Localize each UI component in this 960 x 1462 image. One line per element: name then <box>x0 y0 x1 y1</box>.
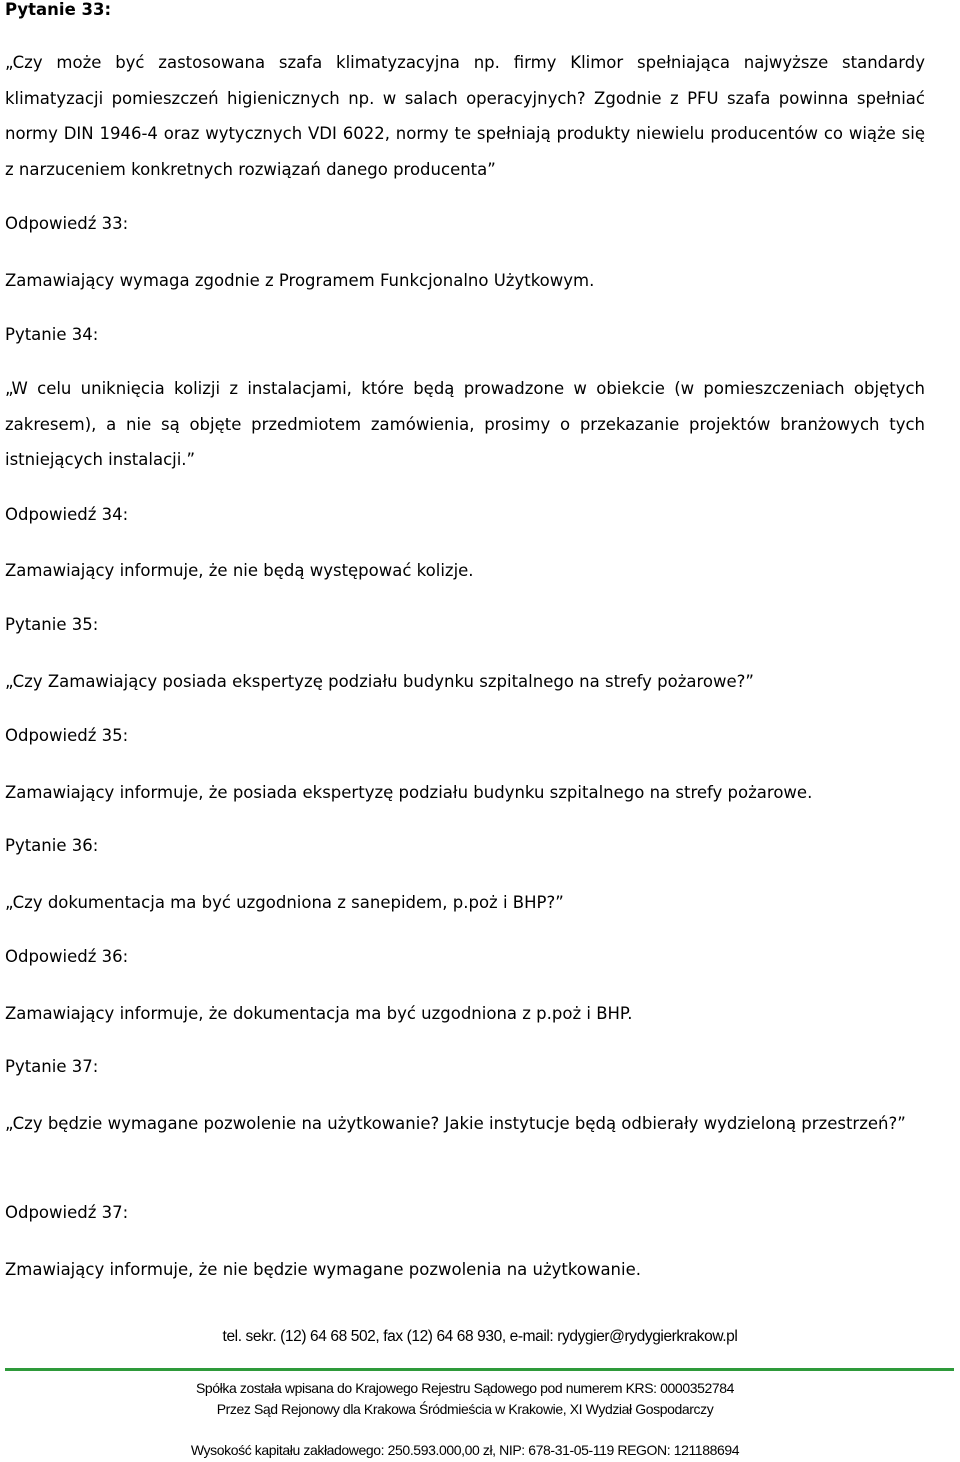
footer-capital-line: Wysokość kapitału zakładowego: 250.593.000,00 zł, NIP: 678-31-05-119 REGON: 121188694 <box>190 1442 740 1458</box>
question-36-text: „Czy dokumentacja ma być uzgodniona z sanepidem, p.poż i BHP?” <box>5 893 564 912</box>
question-33-label: Pytanie 33: <box>5 0 112 19</box>
question-33-text: „Czy może być zastosowana szafa klimatyzacyjna np. firmy Klimor spełniająca najwyższe standardy klimatyzacji pomieszczeń higienicznych np. w salach operacyjnych? Zgodnie z PFU szafa powinna spełniać normy DIN 1946-4 oraz wytycznych VDI 6022, normy te spełniają produkty niewielu producentów co wiąże się z narzuceniem konkretnych rozwiązań danego producenta” <box>5 53 925 179</box>
answer-34-label: Odpowiedź 34: <box>5 505 129 524</box>
question-37-text: „Czy będzie wymagane pozwolenie na użytkowanie? Jakie instytucje będą odbierały wydzieloną przestrzeń?” <box>5 1114 906 1133</box>
answer-35-label: Odpowiedź 35: <box>5 726 129 745</box>
answer-36-text: Zamawiający informuje, że dokumentacja ma być uzgodniona z p.poż i BHP. <box>5 1004 633 1023</box>
answer-37-text: Zmawiający informuje, że nie będzie wymagane pozwolenia na użytkowanie. <box>5 1260 641 1279</box>
footer-divider <box>5 1368 954 1371</box>
question-34-label: Pytanie 34: <box>5 325 99 344</box>
answer-37-label: Odpowiedź 37: <box>5 1203 129 1222</box>
answer-35-text: Zamawiający informuje, że posiada ekspertyzę podziału budynku szpitalnego na strefy pożarowe. <box>5 783 813 802</box>
question-35-text: „Czy Zamawiający posiada ekspertyzę podziału budynku szpitalnego na strefy pożarowe?” <box>5 672 754 691</box>
answer-33-label: Odpowiedź 33: <box>5 214 129 233</box>
question-35-label: Pytanie 35: <box>5 615 99 634</box>
question-36-label: Pytanie 36: <box>5 836 99 855</box>
footer-registry-line-2: Przez Sąd Rejonowy dla Krakowa Śródmieścia w Krakowie, XI Wydział Gospodarczy <box>216 1401 714 1417</box>
question-37-label: Pytanie 37: <box>5 1057 99 1076</box>
question-34-text: „W celu uniknięcia kolizji z instalacjami, które będą prowadzone w obiekcie (w pomieszczeniach objętych zakresem), a nie są objęte przedmiotem zamówienia, prosimy o przekazanie projektów branżowych tych istniejących instalacji.” <box>5 379 925 469</box>
answer-34-text: Zamawiający informuje, że nie będą występować kolizje. <box>5 561 474 580</box>
footer-contact: tel. sekr. (12) 64 68 502, fax (12) 64 68 930, e-mail: rydygier@rydygierkrakow.pl <box>222 1328 738 1345</box>
answer-36-label: Odpowiedź 36: <box>5 947 129 966</box>
footer-registry-line-1: Spółka została wpisana do Krajowego Rejestru Sądowego pod numerem KRS: 0000352784 <box>195 1380 735 1396</box>
answer-33-text: Zamawiający wymaga zgodnie z Programem Funkcjonalno Użytkowym. <box>5 271 595 290</box>
